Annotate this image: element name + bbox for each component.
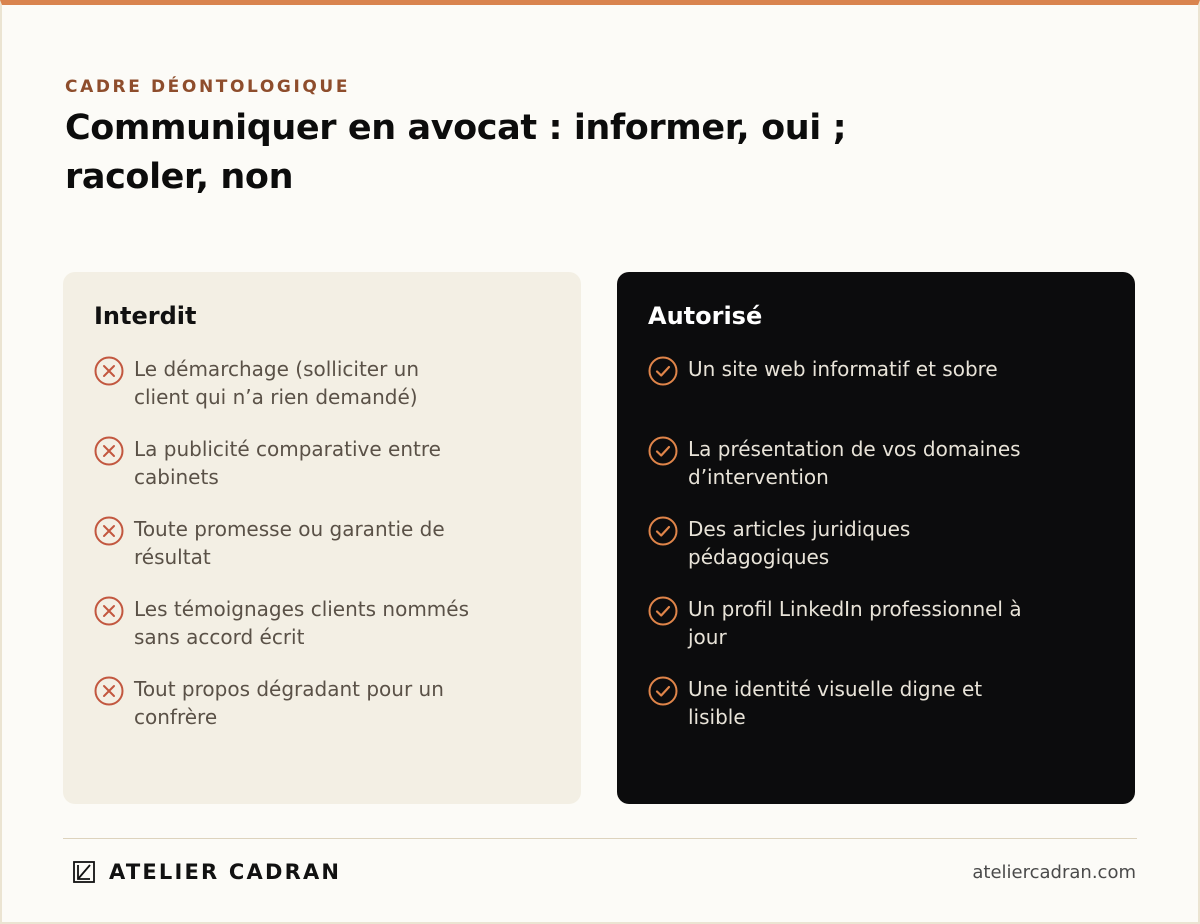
allowed-item-text: Un site web informatif et sobre [688, 357, 998, 381]
check-circle-icon [648, 436, 678, 466]
allowed-panel-title: Autorisé [648, 302, 763, 330]
allowed-item [648, 595, 1105, 675]
forbidden-item-text: Toute promesse ou garantie de résultat [134, 517, 445, 569]
x-circle-icon [94, 516, 124, 546]
cadran-logo-icon [73, 861, 95, 883]
forbidden-panel [63, 272, 581, 804]
x-circle-icon [94, 676, 124, 706]
forbidden-item-text: La publicité comparative entre cabinets [134, 437, 441, 489]
check-circle-icon [648, 676, 678, 706]
allowed-panel [617, 272, 1135, 804]
allowed-list [648, 355, 1105, 755]
allowed-item-text: Des articles juridiques pédagogiques [688, 517, 911, 569]
brand [73, 860, 341, 884]
allowed-item-text: Un profil LinkedIn professionnel à jour [688, 597, 1022, 649]
x-circle-icon [94, 436, 124, 466]
eyebrow-label: CADRE DÉONTOLOGIQUE [65, 77, 351, 97]
forbidden-item [94, 355, 551, 435]
forbidden-item [94, 515, 551, 595]
forbidden-item-text: Le démarchage (solliciter un client qui n’a rien demandé) [134, 357, 420, 409]
forbidden-item-text: Tout propos dégradant pour un confrère [134, 677, 444, 729]
allowed-item-text: Une identité visuelle digne et lisible [688, 677, 983, 729]
page-title: Communiquer en avocat : informer, oui ; racoler, non [65, 108, 847, 197]
check-circle-icon [648, 596, 678, 626]
forbidden-list [94, 355, 551, 755]
forbidden-item [94, 435, 551, 515]
allowed-item [648, 675, 1105, 755]
allowed-item [648, 435, 1105, 515]
forbidden-panel-title: Interdit [94, 302, 197, 330]
check-circle-icon [648, 356, 678, 386]
allowed-item [648, 515, 1105, 595]
footer-divider [63, 838, 1137, 839]
brand-name: ATELIER CADRAN [109, 860, 342, 884]
site-url[interactable]: ateliercadran.com [972, 862, 1136, 883]
x-circle-icon [94, 356, 124, 386]
allowed-item [648, 355, 1105, 435]
allowed-item-text: La présentation de vos domaines d’intervention [688, 437, 1021, 489]
x-circle-icon [94, 596, 124, 626]
forbidden-item [94, 595, 551, 675]
check-circle-icon [648, 516, 678, 546]
forbidden-item [94, 675, 551, 755]
forbidden-item-text: Les témoignages clients nommés sans accord écrit [134, 597, 470, 649]
